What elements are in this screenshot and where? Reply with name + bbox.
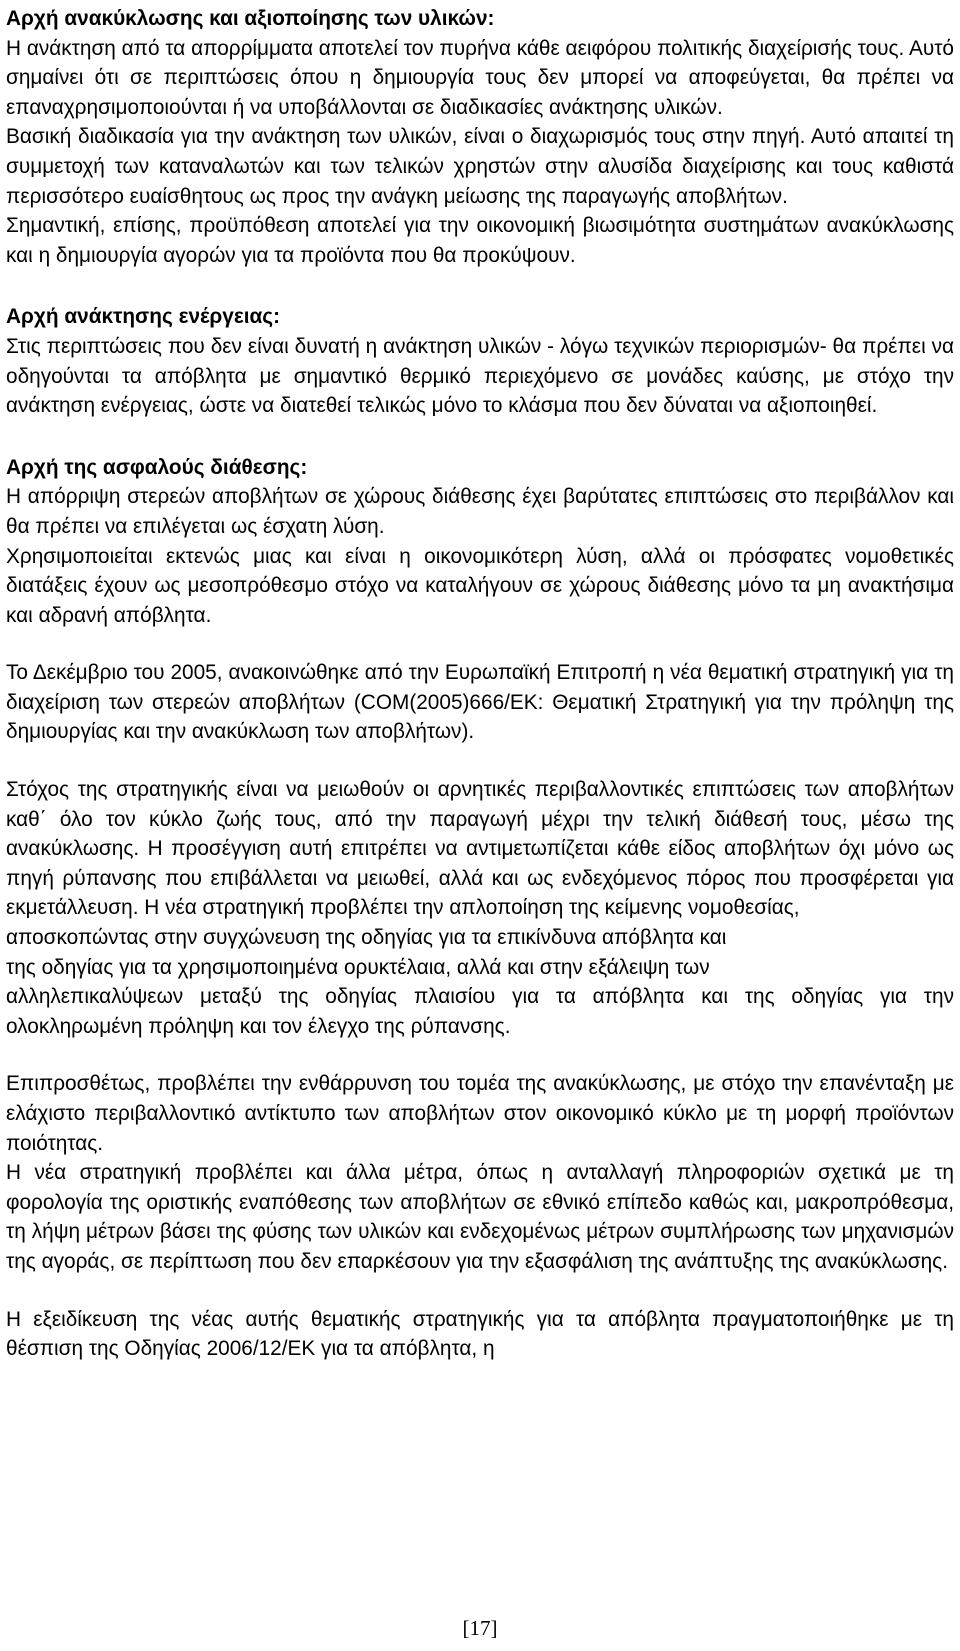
section-heading-disposal: Αρχή της ασφαλούς διάθεσης: xyxy=(6,455,308,479)
paragraph-goal-part-a: Στόχος της στρατηγικής είναι να μειωθούν οι αρνητικές περιβαλλοντικές επιπτώσεις των αποβλήτων καθ΄ όλο τον κύκλο ζωής τους, από την παραγωγή μέχρι την τελική διάθεσή τους, μέσω της ανακύκλωσης. Η προσέγγιση αυτή επιτρέπει να αντιμετωπίζεται κάθε είδος αποβλήτων όχι μόνο ως πηγή ρύπανσης που επιβάλλεται να μειωθεί, αλλά και ως ενδεχόμενος πόρος που προσφέρεται για εκμετάλλευση. Η νέα στρατηγική προβλέπει την απλοποίηση της κείμενης νομοθεσίας, xyxy=(6,778,954,920)
paragraph-materials-1: Η ανάκτηση από τα απορρίμματα αποτελεί τον πυρήνα κάθε αειφόρου πολιτικής διαχείρισής τους. Αυτό σημαίνει ότι σε περιπτώσεις όπου η δημιουργία τους δεν μπορεί να αποφεύγεται, θα πρέπει να επαναχρησιμοποιούνται ή να υποβάλλονται σε διαδικασίες ανάκτησης υλικών. xyxy=(6,36,954,119)
paragraph-disposal-1: Η απόρριψη στερεών αποβλήτων σε χώρους διάθεσης έχει βαρύτατες επιπτώσεις στο περιβάλλον και θα πρέπει να επιλέγεται ως έσχατη λύση. xyxy=(6,485,954,538)
paragraph-specialization: Η εξειδίκευση της νέας αυτής θεματικής στρατηγικής για τα απόβλητα πραγματοποιήθηκε με τη θέσπιση της Οδηγίας 2006/12/ΕΚ για τα απόβλητα, η xyxy=(6,1307,954,1361)
paragraph-additional-measures xyxy=(6,1069,954,1276)
paragraph-materials-2: Βασική διαδικασία για την ανάκτηση των υλικών, είναι ο διαχωρισμός τους στην πηγή. Αυτό απαιτεί τη συμμετοχή των καταναλωτών και των τελικών χρηστών στην αλυσίδα διαχείρισης και τους καθιστά περισσότερο ευαίσθητους ως προς την ανάγκη μείωσης της παραγωγής αποβλήτων. xyxy=(6,125,954,208)
paragraph-disposal-2: Χρησιμοποιείται εκτενώς μιας και είναι η οικονομικότερη λύση, αλλά οι πρόσφατες νομοθετικές διατάξεις έχουν ως μεσοπρόθεσμο στόχο να καταλήγουν σε χώρους διάθεσης μόνο τα μη ανακτήσιμα και αδρανή απόβλητα. xyxy=(6,544,954,627)
paragraph-goal-part-b: αποσκοπώντας στην συγχώνευση της οδηγίας για τα επικίνδυνα απόβλητα και xyxy=(6,926,727,950)
section-materials-recovery xyxy=(6,4,954,270)
paragraph-strategy-goal xyxy=(6,775,954,1041)
section-heading-materials: Αρχή ανακύκλωσης και αξιοποίησης των υλικών: xyxy=(6,7,495,30)
paragraph-goal-part-d: αλληλεπικαλύψεων μεταξύ της οδηγίας πλαισίου για τα απόβλητα και της οδηγίας για την ολοκληρωμένη πρόληψη και τον έλεγχο της ρύπανσης. xyxy=(6,985,954,1038)
section-safe-disposal xyxy=(6,453,954,631)
paragraph-materials-3: Σημαντική, επίσης, προϋπόθεση αποτελεί για την οικονομική βιωσιμότητα συστημάτων ανακύκλωσης και η δημιουργία αγορών για τα προϊόντα που θα προκύψουν. xyxy=(6,214,954,267)
section-heading-energy: Αρχή ανάκτησης ενέργειας: xyxy=(6,305,281,329)
page-number: [17] xyxy=(462,1616,498,1640)
section-energy-recovery xyxy=(6,302,954,420)
paragraph-additionally-b: Η νέα στρατηγική προβλέπει και άλλα μέτρα, όπως η ανταλλαγή πληροφοριών σχετικά με τη φορολογία της οριστικής εναπόθεσης των αποβλήτων σε εθνικό επίπεδο καθώς και, μακροπρόθεσμα, τη λήψη μέτρων βάσει της φύσης των υλικών και ενδεχομένως μέτρων συμπλήρωσης των μηχανισμών της αγοράς, σε περίπτωση που δεν επαρκέσουν για την εξασφάλιση της ανάπτυξης της ανακύκλωσης. xyxy=(6,1161,954,1273)
paragraph-energy-1: Στις περιπτώσεις που δεν είναι δυνατή η ανάκτηση υλικών - λόγω τεχνικών περιορισμών- θα πρέπει να οδηγούνται τα απόβλητα με σημαντικό θερμικό περιεχόμενο σε μονάδες καύσης, με στόχο την ανάκτηση ενέργειας, ώστε να διατεθεί τελικώς μόνο το κλάσμα που δεν δύναται να αξιοποιηθεί. xyxy=(6,334,954,418)
paragraph-additionally-a: Επιπροσθέτως, προβλέπει την ενθάρρυνση του τομέα της ανακύκλωσης, με στόχο την επανένταξη με ελάχιστο περιβαλλοντικό αντίκτυπο των αποβλήτων στον οικονομικό κύκλο με τη μορφή προϊόντων ποιότητας. xyxy=(6,1072,954,1155)
document-page xyxy=(6,4,954,1364)
paragraph-goal-part-c: της οδηγίας για τα χρησιμοποιημένα ορυκτέλαια, αλλά και στην εξάλειψη των xyxy=(6,955,710,979)
paragraph-december-2005: Το Δεκέμβριο του 2005, ανακοινώθηκε από την Ευρωπαϊκή Επιτροπή η νέα θεματική στρατηγική για τη διαχείριση των στερεών αποβλήτων (COM(2005)666/ΕΚ: Θεματική Στρατηγική για την πρόληψη της δημιουργίας και την ανακύκλωση των αποβλήτων). xyxy=(6,661,954,744)
